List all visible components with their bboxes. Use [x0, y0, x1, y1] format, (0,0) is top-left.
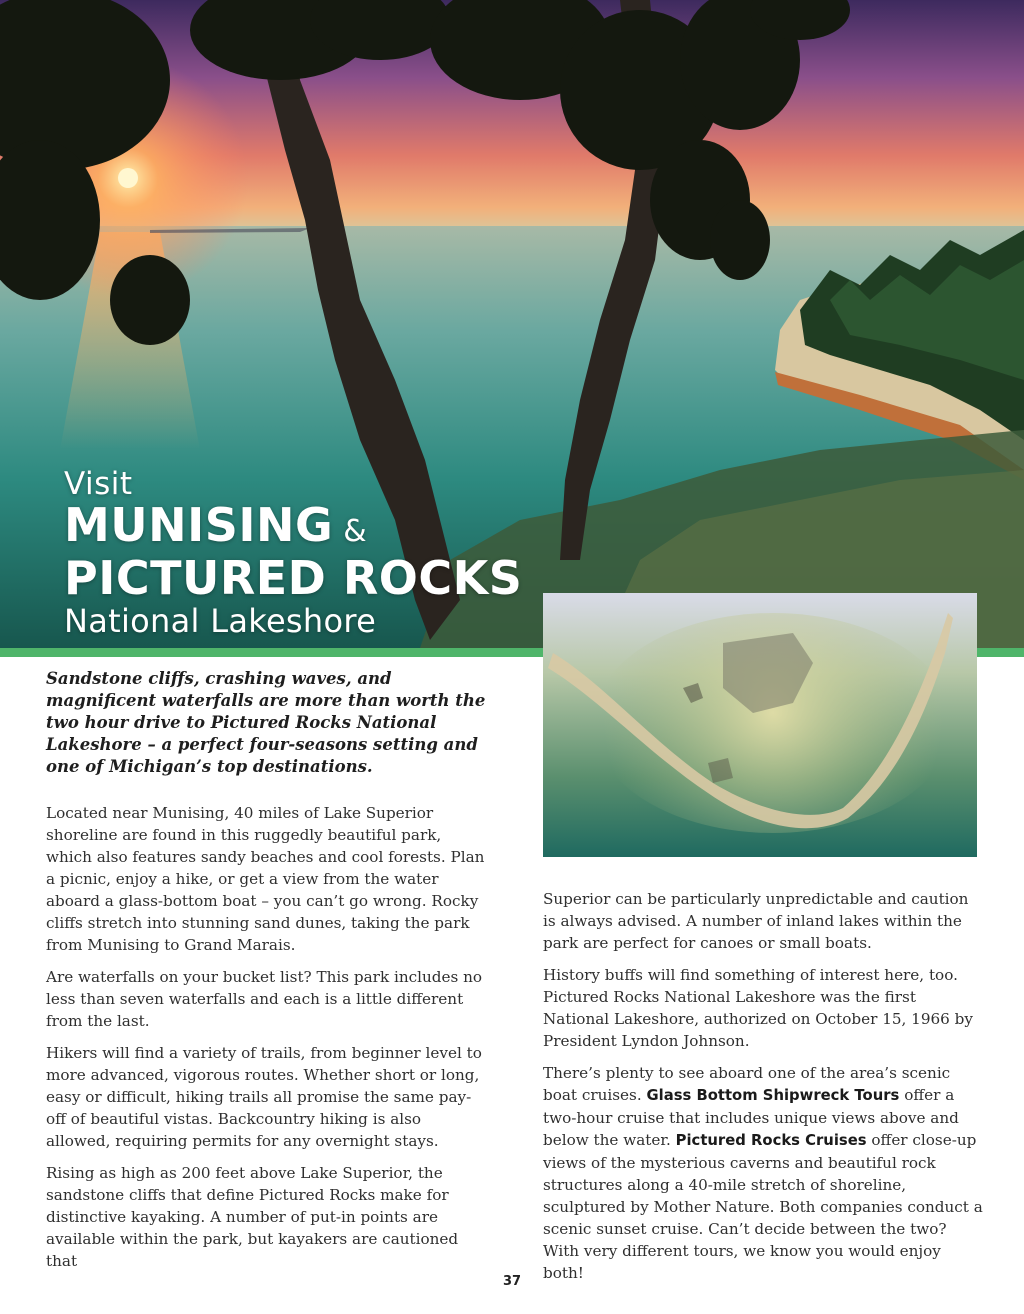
paragraph-text: offer a two-hour cruise that includes unique views above and below the water.	[543, 1086, 959, 1149]
body-paragraph: Located near Munising, 40 miles of Lake Superior shoreline are found in this ruggedly beautiful park, which also features sandy beaches and cool forests. Plan a picnic, enjoy a hike, or get a view from the water aboard a glass-bottom boat – you can’t go wrong. Rocky cliffs stretch into stunning sand dunes, taking the park from Munising to Grand Marais.	[46, 804, 485, 954]
title-munising	[64, 498, 522, 555]
title-munising-text: MUNISING	[64, 498, 334, 552]
body-paragraph: Are waterfalls on your bucket list? This park includes no less than seven waterfalls and each is a little different from the last.	[46, 968, 483, 1030]
page-title	[64, 466, 522, 641]
title-pictured-rocks: PICTURED ROCKS	[64, 551, 523, 605]
page-number: 37	[502, 1274, 522, 1289]
title-ampersand: &	[343, 514, 368, 549]
body-paragraph: Rising as high as 200 feet above Lake Superior, the sandstone cliffs that define Pictured Rocks make for distinctive kayaking. A number of put-in points are available within the park, but kayakers are cautioned that	[46, 1164, 459, 1270]
hero-photo	[0, 0, 1024, 648]
pictured-rocks-cruises-name: Pictured Rocks Cruises	[675, 1132, 867, 1149]
title-national-lakeshore: National Lakeshore	[64, 602, 377, 640]
body-paragraph	[543, 1062, 983, 1284]
left-column	[46, 802, 486, 1282]
shipwreck-scene	[543, 593, 977, 857]
paragraph-text: There’s plenty to see aboard one of the area’s scenic boat cruises.	[543, 1064, 951, 1104]
glass-bottom-tours-name: Glass Bottom Shipwreck Tours	[646, 1087, 900, 1104]
shipwreck-photo	[543, 593, 977, 857]
body-paragraph: History buffs will find something of interest here, too. Pictured Rocks National Lakeshore was the first National Lakeshore, authorized on October 15, 1966 by President Lyndon Johnson.	[543, 966, 973, 1050]
body-paragraph: Hikers will find a variety of trails, from beginner level to more advanced, vigorous routes. Whether short or long, easy or difficult, hiking trails all promise the same pay-off of beautiful vistas. Backcountry hiking is also allowed, requiring permits for any overnight stays.	[46, 1044, 482, 1150]
intro-paragraph: Sandstone cliffs, crashing waves, and magnificent waterfalls are more than worth the two hour drive to Pictured Rocks National Lakeshore – a perfect four-seasons setting and one of Michigan’s top destinations.	[46, 669, 486, 776]
title-visit: Visit	[64, 466, 133, 502]
right-column	[543, 888, 983, 1294]
paragraph-text: offer close-up views of the mysterious caverns and beautiful rock structures along a 40-mile stretch of shoreline, sculptured by Mother Nature. Both companies conduct a scenic sunset cruise. Can’t decide between the two? With very different tours, we know you would enjoy both!	[543, 1131, 983, 1282]
body-paragraph: Superior can be particularly unpredictable and caution is always advised. A number of inland lakes within the park are perfect for canoes or small boats.	[543, 890, 969, 952]
